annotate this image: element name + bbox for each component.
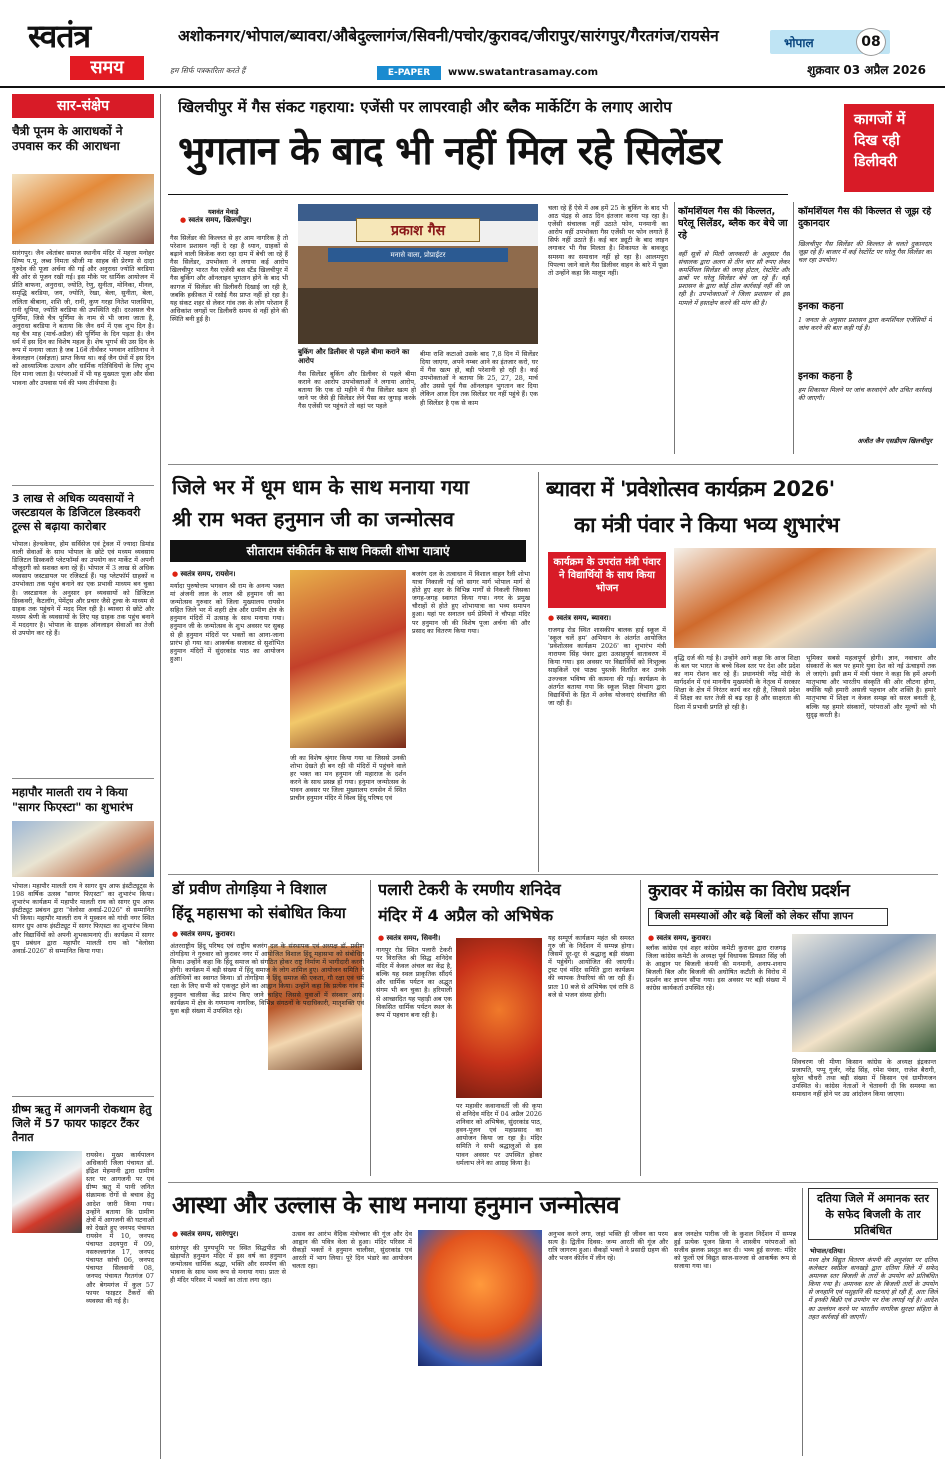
lead-photo-caption: बुकिंग और डिलीवर से पहले बीमा कराने का आरोप [298, 348, 410, 365]
lead-photo-sign: प्रकाश गैस [356, 218, 480, 242]
lead-kicker: खिलचीपुर में गैस संकट गहराया: एजेंसी पर लापरवाही और ब्लैक मार्केटिंग के लगाए आरोप [178, 98, 672, 116]
togadia-byline [172, 930, 362, 939]
sidebar-story-4-title: ग्रीष्म ऋतु में आगजनी रोकथाम हेतु जिले में 57 फायर फाइटर टैंकर तैनात [12, 1103, 152, 1144]
aastha-divider [802, 1188, 803, 1456]
sidebar-rule-3 [12, 1096, 154, 1097]
byline-star-icon: ● [378, 934, 387, 942]
beawar-headline-2: का मंत्री पंवार ने किया भव्य शुभारंभ [574, 513, 839, 537]
aastha-col-2: उत्सव का आरंभ वैदिक मंत्रोच्चार की गूंज और देव आह्वान की पवित्र वेला से हुआ। मंदिर परिसर में सैकड़ों भक्तों ने हनुमान चालीसा, सुंदरकांड एवं आरती में भाग लिया। पूरे दिन भंडारे का आयोजन चलता रहा। [292, 1230, 412, 1271]
hanuman-byline [172, 570, 292, 579]
hanuman-col-3: बजरंग दल के तत्वाधान में विशाल वाहन रैली शोभा यात्रा निकाली गई जो सागर मार्ग भोपाल मार्ग से होते हुए शहर के विभिन्न मार्गों से निकली जिसका जगह-जगह स्वागत किया गया। नगर के प्रमुख चौराहों से होते हुए शोभायात्रा का भव्य समापन हुआ। यहां पर सनातन धर्म प्रेमियों ने चौपड़ा मंदिर पर हनुमान जी की विशेष पूजा अर्चना की और प्रसाद का वितरण किया गया। [412, 570, 530, 635]
sidebar-rule-1 [12, 485, 154, 486]
beawar-story [544, 470, 938, 870]
togadia-headline-2: हिंदू महासभा को संबोधित किया [172, 904, 346, 922]
lead-byline-name: यशवंत मेवाड़े [208, 208, 239, 216]
shanidev-byline-text: स्वतंत्र समय, सिवनी। [386, 934, 441, 942]
kurawar-subhead: बिजली समस्याओं और बढ़े बिलों को लेकर सौंपा ज्ञापन [648, 908, 888, 926]
sidebar-story-4-body: रायसेन। मुख्य कार्यपालन अधिकारी जिला पंचायत डॉ. इंद्रिश मेहमानी द्वारा ग्रामीण स्तर पर आगजनी पर एवं ग्रीष्म ऋतु में पानी जनित संक्रामक रोगों से बचाव हेतु आदेश जारी किया गया। उन्होंने बताया कि ग्रामीण क्षेत्रों में आगजनी की घटनाओं को देखते हुए जनपद पंचायत रायसेन में 10, जनपद पंचायत उदयपुरा में 09, नसरुल्लागंज 17, जनपद पंचायत सांची 06, जनपद पंचायत सिलवानी 08, जनपद पंचायत गैरतगंज 07 और बेगमगंज में कुल 57 फायर फाइटर टैंकरों की व्यवस्था की गई है। [86, 1151, 154, 1305]
byline-star-icon: ● [180, 216, 189, 224]
sidebar-divider [160, 94, 161, 1459]
sidebar-rule-2 [12, 778, 154, 779]
datia-story [806, 1186, 938, 1460]
shanidev-col-2: पर महावीर कवानावर्ती जी की कृपा से शनिदेव मंदिर में 04 अप्रैल 2026 शनिवार को अभिषेक, सुंदरकांड पाठ, हवन-पूजन एवं महाप्रसाद का आयोजन किया जा रहा है। मंदिर समिति ने सभी श्रद्धालुओं से इस पावन अवसर पर उपस्थित होकर धर्मलाभ लेने का आग्रह किया है। [456, 1102, 542, 1167]
byline-star-icon: ● [548, 614, 557, 622]
hanuman-banner: सीताराम संकीर्तन के साथ निकली शोभा यात्राएं [170, 540, 526, 562]
togadia-divider [370, 880, 371, 1176]
beawar-headline-1: ब्यावरा में 'प्रवेशोत्सव कार्यक्रम 2026' [546, 477, 835, 501]
datia-headline: दतिया जिले में अमानक स्तर के सफेद बिजली के तार प्रतिबंधित [808, 1188, 938, 1240]
byline-star-icon: ● [648, 934, 657, 942]
lead-col-1: गैस सिलेंडर की किल्लत से हर आम नागरिक है तो परेशान प्रशासन नहीं दे रहा है ध्यान, ग्राहकों से बढ़ाने वाली किकेंक करा रहा दाम में बेची जा रहे हैं गैस सिलेंडर, उपभोक्ता ने लगाया कई आरोप खिलचीपुर भारत गैस एजेंसी बस स्टैंड खिलचीपुर में गैस बुकिंग और ऑनलाइन भुगतान होने के बाद भी कागज में सिलेंडर की डिलीवरी दिखाई जा रही है, जबकि हकीकत में रसोई गैस प्राप्त नहीं हो रहा है। यह संकट शहर से लेकर गांव तक के लोग परेशान हैं अधिकांश जगहों पर डिलीवरी समय से नहीं होने की स्थिति बनी हुई है। [170, 234, 288, 323]
kurawar-col-1: ब्लॉक कांग्रेस एवं शहर कांग्रेस कमेटी कुरावर द्वारा राजगढ़ जिला कांग्रेस कमेटी के अध्यक्ष पूर्व विधायक प्रियव्रत सिंह जी के आह्वान पर बिजली कंपनी की मनमानी, अनाप-शनाप बिजली बिल और बिजली की अघोषित कटौती के विरोध में प्रदर्शन कर ज्ञापन सौंपा गया। इस अवसर पर बड़ी संख्या में कांग्रेस कार्यकर्ता उपस्थित रहे। [646, 944, 786, 993]
kurawar-photo [792, 934, 936, 1052]
lead-byline-loc: स्वतंत्र समय, खिलचीपुर। [188, 216, 252, 224]
sidebar-story-4-wrap [12, 1151, 154, 1337]
masthead [0, 0, 945, 90]
sidebar-story-3-photo [12, 821, 154, 877]
shanidev-divider [640, 880, 641, 1176]
lead-side-text-2: खिलचीपुर गैस सिलेंडर की किल्लत के चलते दुकानदार जूझ रहे हैं। बाजार में कई रेस्टोरेंट पर घरेलू गैस सिलेंडर का चल रहा उपयोग। [798, 240, 932, 265]
lead-col-2: गैस सिलेंडर बुकिंग और डिलीवर से पहले बीमा कराने का आरोप उपभोक्ताओं ने लगाया आरोप, बताया कि एक दो महीने में गैस सिलेंडर खत्म हो जाने पर जैसे ही सिलेंडर लेने पैसा का जुगाड़ करके गैस एजेंसी पर पहुंचते तो वहां पर पहले [298, 370, 416, 411]
mid-divider [538, 472, 539, 872]
aastha-byline-text: स्वतंत्र समय, सारंगपुर। [180, 1230, 239, 1238]
masthead-cities: अशोकनगर/भोपाल/ब्यावरा/औबेदुल्लागंज/सिवनी/पचोर/कुरावद/जीरापुर/सारंगपुर/गैरतगंज/रायसेन [178, 27, 719, 45]
section-rule-1 [168, 464, 938, 465]
hanuman-story [168, 470, 534, 870]
lead-side-heading-1: कॉमर्शियल गैस की किल्लत, घरेलू सिलेंडर, ब्लैक कर बेचे जा रहे [678, 206, 788, 241]
aastha-photo [418, 1230, 542, 1366]
datia-byline [810, 1246, 936, 1255]
hanuman-headline-1: जिले भर में धूम धाम के साथ मनाया गया [172, 475, 470, 499]
byline-star-icon: ● [172, 570, 181, 578]
beawar-byline [548, 614, 666, 623]
logo-top: स्वतंत्र [28, 17, 91, 55]
aastha-headline: आस्था और उल्लास के साथ मनाया हनुमान जन्मोत्सव [172, 1191, 620, 1219]
sidebar-story-2-body: भोपाल। हेल्थकेयर, होम सर्विसेज एवं ट्रेवल में ज्यादा डिमांड वाली सेवाओं के साथ भोपाल के छोटे एवं मध्यम व्यवसाय डिजिटल डिस्कवरी प्लेटफॉर्म्स का उपयोग कर मार्केट में अपनी मौजूदगी को सशक्त बना रहे हैं। भोपाल में 3 लाख से अधिक व्यवसाय जस्टडायल पर रजिस्टर्ड हैं। यह प्लेटफॉर्म ग्राहकों व उपभोक्ता तक पहुंच बनाने का एक प्रभावी माध्यम बन चुका है। जस्टडायल के अनुसार इन व्यवसायों को डिजिटल डिस्कवरी, कैटलॉग, पेमेंट्स और प्रचार जैसे टूल्स के माध्यम से ग्राहक तक पहुंचने में मदद मिल रही है। ब्यावरा से छोटे और मध्यम श्रेणी के व्यवसायों के लिए यह ग्राहक तक पहुंच बनाने में मददगार है। भोपाल के ग्राहक ऑनलाइन सेवाओं का तेजी से उपयोग कर रहे हैं। [12, 540, 154, 638]
hanuman-headline-2: श्री राम भक्त हनुमान जी का जन्मोत्सव [172, 507, 454, 531]
sidebar-story-2-title: 3 लाख से अधिक व्यवसायों ने जस्टडायल के डिजिटल डिस्कवरी टूल्स से बढ़ाया कारोबार [12, 492, 141, 533]
edition-name: भोपाल [784, 36, 814, 50]
shanidev-headline-1: पलारी टेकरी के रमणीय शनिदेव [378, 880, 561, 899]
sidebar-story-3-title: महापौर मालती राय ने किया "सागर फिएस्टा" का शुभारंभ [12, 785, 133, 814]
lead-side-heading-2: कॉमर्शियल गैस की किल्लत से जूझ रहे दुकानदार [798, 206, 932, 229]
aastha-col-3: अनुभव करने लगा, जहां भक्ति ही जीवन का परम सत्य है। द्वितीय दिवस: जन्म आरती की गूंज और रात्रि जागरण हुआ। सैकड़ों भक्तों ने प्रसादी ग्रहण की और भजन कीर्तन में लीन रहे। [548, 1230, 668, 1263]
kurawar-headline: कुरावर में कांग्रेस का विरोध प्रदर्शन [648, 881, 850, 901]
lead-byline [180, 216, 300, 225]
shanidev-photo [456, 938, 542, 1098]
lead-side-text-4: हम शिकायत मिलने पर जांच करवाएंगे और उचित कार्रवाई की जाएगी। [798, 386, 932, 403]
sidebar-story-1-body: सारंगपुर। जैन श्वेतांबर समाज स्थानीय मंदिर में महत्ता मनोहर शिष्य प.पू. लब्ध निमता श्रीजी मा साहब की प्रेरणा से दादा गुरुदेव की पूजा अर्चना की गई और अनुराधा ज्योति बरडिया की ओर से पूजन रखी गई। इस मौके पर धार्मिक आयोजन में प्रीति बाफना, अनुराधा, ज्योति, रेणु, सुनीता, मोनिका, मीनल, समृद्धि बरडिया, जय, ज्योति, रेखा, बेला, सुनीता, बेला, ललिता बीबाना, शशि जी, रानी, कुण गरहा नितेश पालसिया, रानी धूपिया, ज्योति बरडिया की उपस्थिति रही। दरअसल चैत्र पूर्णिमा, जिसे चैत्र पूर्णिमा के नाम से भी जाना जाता है, अनुराधा बरडिया ने बताया कि जैन धर्म में एक शुभ दिन है। यह चैत्र माह (मार्च-अप्रैल) की पूर्णिमा के दिन पड़ता है। जैन धर्म में इस दिन का विशेष महत्व है। शेष भूगर्भ की उस दिन के रूप में मनाया जाता है जब 16वें तीर्थंकर भगवान शांतिनाथ ने केवलज्ञान (सर्वज्ञता) प्राप्त किया था। कई जैन ग्रंथों में इस दिन को आध्यात्मिक उत्थान और धार्मिक गतिविधियों के लिए शुभ दिन माना जाता है। परंपराओं में भी यह मुख्यतः पूजा और सेवा भावना और उपवास पर्व की भव्य तीर्थयात्रा है। [12, 249, 154, 387]
logo-bottom: समय [70, 56, 144, 80]
lead-col-4: चला रहे हैं ऐसे में अब हमें 25 के बुकिंग के बाद भी आठ पंद्रह से आठ दिन इंतजार करना पड़ रहा है। एजेंसी संचालक नहीं उठाते फोन, मनमानी का आरोप वहीं उपभोक्ता गैस एजेंसी पर फोन लगाते हैं सिर्फ नहीं उठाते हैं। कई बार ड्यूटी के बाद लाइन लगाकर भी गैस मिलता है। शिकायत के बावजूद समस्या का समाधान नहीं हो रहा है। आलमपुरा पिपल्या जाने वाले गैस डिलीवर वाहन के बारे में पूछा तो उन्होंने कहा कि मालूम नहीं। [548, 204, 668, 277]
lead-side-text-3: 1 जनता के अनुसार प्रशासन द्वारा कमर्शियल एजेंसियों में जांच करने की बात कही गई है। [798, 316, 932, 333]
hanuman-col-1: मर्यादा पुरुषोत्तम भगवान श्री राम के अनन्य भक्त मां अंजनी लाल के लाल श्री हनुमान जी का जन्मोत्सव गुरुवार को जिला मुख्यालय रायसेन सहित जिले भर में शहरी क्षेत्र और ग्रामीण क्षेत्र के हनुमान मंदिरों में उत्साह के साथ मनाया गया। हनुमान जी के जन्मोत्सव के शुभ अवसर पर सुबह से ही हनुमान मंदिरों पर भक्तों का आना-जाना प्रारंभ हो गया था। आकर्षक सजावट से सुशोभित हनुमान मंदिरों में सुंदरकांड पाठ का आयोजन हुआ। [170, 582, 284, 663]
page-number: 08 [856, 28, 886, 56]
sidebar-header: सार-संक्षेप [12, 94, 154, 118]
lead-side-divider [793, 202, 794, 454]
togadia-headline-1: डॉ प्रवीण तोगड़िया ने विशाल [172, 880, 327, 898]
lead-side-signature: अजीत जैन एसडीएम खिलचीपुर [857, 437, 932, 445]
lead-side-box: कागजों में दिख रही डिलीवरी [844, 104, 934, 192]
sidebar-story-3-body: भोपाल। महापौर मालती राय ने सागर ग्रुप आफ इंस्टीट्यूट्स के 198 वार्षिक उत्सव "सागर फिएस्टा" का शुभारंभ किया। शुभारंभ कार्यक्रम में महापौर मालती राय को सागर ग्रुप आफ इंस्टीट्यूट प्रबंधन द्वारा "वेलोसा अवार्ड-2026" से सम्मानित भी किया। महापौर मालती राय ने मुस्कान को गांधी नगर स्थित सागर ग्रुप आफ इंस्टीट्यूट में सागर फिएस्टा का शुभारंभ किया और विद्यार्थियों को अपनी शुभकामनाएं दीं। कार्यक्रम में सागर ग्रुप प्रबंधन द्वारा महापौर मालती राय को "वेलोसा अवार्ड-2026" से सम्मानित किया गया। [12, 882, 154, 955]
aastha-story [168, 1186, 798, 1460]
section-rule-2 [168, 874, 938, 875]
hanuman-photo [290, 570, 406, 748]
lead-story [168, 94, 938, 459]
shanidev-col-1: नागपुर रोड स्थित पलारी टेकरी पर विराजित श्री सिद्ध शनिदेव मंदिर में केवल अंचल का केंद्र है, बल्कि यह स्थल प्राकृतिक सौंदर्य और धार्मिक पर्यटन का अद्भुत संगम भी बन चुका है। हरियाली से आच्छादित यह पहाड़ी अब एक विकसित धार्मिक पर्यटन स्थल के रूप में पहचान बना रही है। [376, 946, 452, 1019]
sidebar-story-1-photo [12, 174, 154, 244]
datia-body: मध्य क्षेत्र विद्युत वितरण कंपनी की अनुशंसा पर दतिया कलेक्टर स्वप्निल वानखड़े द्वारा दतिया जिले में सफेद अमानक स्तर बिजली के तारों के उपयोग को प्रतिबंधित किया गया है। अमानक स्तर के बिजली तारों के उपयोग से जनहानि एवं पशुहानि की घटनाएं हो रही हैं, अतः जिले में इनकी बिक्री एवं उपयोग पर रोक लगाई गई है। आदेश का उल्लंघन करने पर भारतीय नागरिक सुरक्षा संहिता के तहत कार्रवाई की जाएगी। [808, 1256, 938, 1321]
lead-col-divider [674, 202, 675, 454]
beawar-col-2: वृद्धि दर्ज की गई है। उन्होंने आगे कहा कि आज शिक्षा के बल पर भारत के बच्चे विश्व स्तर पर देश और प्रदेश का नाम रोशन कर रहे हैं। प्रधानमंत्री नरेंद्र मोदी के मार्गदर्शन में एवं माननीय मुख्यमंत्री के नेतृत्व में सरकार शिक्षा के क्षेत्र में निरंतर कार्य कर रही है, जिससे प्रदेश में शिक्षा का स्तर तेजी से बढ़ रहा है और साक्षरता की दिशा में प्रभावी प्रगति हो रही है। [674, 654, 800, 711]
lead-photo-sign-sub: मनासे वाला, प्रोप्राईटर [328, 248, 508, 262]
lead-col-3: बीमा राशि कटाओ उसके बाद 7,8 दिन में सिलेंडर दिया जाएगा, अपने नम्बर आने का इंतजार करो, घर में गैस खत्म हो, बड़ी परेशानी हो रही है। कई उपभोक्ताओं ने बताया कि 25, 27, 28, मार्च और उससे पूर्व गैस ऑनलाइन भुगतान कर दिया लेकिन आज दिन तक सिलेंडर घर नहीं पहुंचे हैं। एक ही सिलेंडर है एक से काम [420, 350, 538, 407]
hanuman-col-2: जी का विशेष श्रृंगार किया गया था जिससे उनकी शोभा देखते ही बन रही थी मंदिरों में पहुंचने वाले हर भक्त का मन हनुमान जी महाराज के दर्शन करने के साथ प्रसन्न हो गया। हनुमान जन्मोत्सव के पावन अवसर पर जिला मुख्यालय रायसेन में स्थित प्राचीन हनुमान मंदिर में विश्व हिंदू परिषद एवं [290, 754, 406, 803]
lead-headline-rule [168, 194, 788, 195]
byline-star-icon: ● [172, 1230, 181, 1238]
togadia-byline-text: स्वतंत्र समय, कुरावर। [180, 930, 235, 938]
masthead-tagline: हम सिर्फ पत्रकारिता करते हैं [170, 66, 246, 75]
aastha-col-4: ब्रज जनक्षेत्र पारीक जी के कुशल निर्देशन में सम्पन्न हुई प्रत्येक पूजन क्रिया ने शास्त्रीय परंपराओं को सजीव झलक प्रस्तुत कर दी। भव्य हुई सज्जा: मंदिर को फूलों एवं विद्युत साज-सज्जा से आकर्षक रूप से सजाया गया था। [674, 1230, 796, 1271]
togadia-body: अंतरराष्ट्रीय हिंदू परिषद एवं राष्ट्रीय बजरंग दल के संस्थापक एवं अध्यक्ष डॉ. प्रवीण तोगड़िया ने गुरुवार को कुरावर नगर में आयोजित विशाल हिंदू महासभा को संबोधित किया। उन्होंने कहा कि हिंदू समाज को संगठित होकर राष्ट्र निर्माण में भागीदारी करनी होगी। कार्यक्रम में बड़ी संख्या में हिंदू समाज के लोग शामिल हुए। आयोजन समिति ने अतिथियों का स्वागत किया। डॉ तोगड़िया ने हिंदू समाज की एकता, गौ रक्षा एवं धर्म रक्षा के लिए सभी को एकजुट होने का आह्वान किया। उन्होंने कहा कि प्रत्येक गांव में हनुमान चालीसा केंद्र प्रारंभ किए जाने चाहिए जिससे युवाओं में संस्कार आएं। कार्यक्रम में क्षेत्र के गणमान्य नागरिक, विभिन्न संगठनों के पदाधिकारी, मातृशक्ति एवं युवा बड़ी संख्या में उपस्थित रहे। [170, 942, 364, 1015]
lead-side-text-1: वहीं सूत्रों से मिली जानकारी के अनुसार गैस संचालक द्वारा अलग से तीन चार सौ रुपए लेकर कमर्शियल सिलेंडर की जगह होटल, रेस्टोरेंट और ढाबों पर घरेलू सिलेंडर बेचे जा रहे हैं। वहीं प्रशासन के द्वारा कोई ठोस कार्रवाई नहीं की जा रही है। उपभोक्ताओं ने जिला प्रशासन से इस मामले में हस्तक्षेप करने की मांग की है। [678, 250, 790, 307]
section-rule-3 [168, 1182, 938, 1183]
kurawar-story [644, 878, 938, 1178]
beawar-photo [674, 548, 936, 648]
beawar-byline-text: स्वतंत्र समय, ब्यावरा। [556, 614, 611, 622]
aastha-byline [172, 1230, 292, 1239]
aastha-col-1: सारंगपुर की पुण्यभूमि पर स्थित सिद्धपीठ श्री खेड़ापति हनुमान मंदिर में इस वर्ष का हनुमान जन्मोत्सव धार्मिक श्रद्धा, भक्ति और समर्पण की भावना के साथ भव्य रूप से मनाया गया। प्रातः से ही मंदिर परिसर में भक्तों का तांता लगा रहा। [170, 1244, 286, 1285]
lead-side-heading-3: इनका कहना [798, 301, 844, 312]
togadia-story [168, 878, 366, 1178]
shanidev-headline-2: मंदिर में 4 अप्रैल को अभिषेक [378, 906, 554, 925]
edition-badge [770, 30, 890, 54]
beawar-col-3: भूमिका सबसे महत्वपूर्ण होगी। ज्ञान, नवाचार और संस्कारों के बल पर हमारे युवा देश को नई ऊंचाइयों तक ले जाएंगे। इसी क्रम में मंत्री पंवार ने कहा कि हमें अपनी मातृभाषा और भारतीय संस्कृति की ओर लौटना होगा, क्योंकि यही हमारी असली पहचान और शक्ति है। हमारे मातृभाषा में शिक्षा न केवल समझ को सरल बनाती है, बल्कि यह हमारे संस्कारों, परंपराओं और मूल्यों को भी सुदृढ़ करती है। [806, 654, 936, 719]
byline-star-icon: ● [172, 930, 181, 938]
lead-side-heading-4: इनका कहना है [798, 371, 853, 382]
issue-date: शुक्रवार 03 अप्रैल 2026 [807, 63, 926, 77]
beawar-red-box: कार्यक्रम के उपरांत मंत्री पंवार ने विद्यार्थियों के साथ किया भोजन [548, 552, 666, 608]
masthead-rule [0, 86, 945, 88]
sidebar [12, 94, 154, 1459]
shanidev-story [374, 878, 636, 1178]
logo [28, 18, 148, 84]
kurawar-col-2: शिवचरण जी मीणा किसान कांग्रेस के अध्यक्ष इंद्रकान्त प्रजापति, पप्पू गुर्जर, नरेंद्र सिंह, रमेश पंवार, राजेश बैरागी, सुरेश चौधरी तथा बड़ी संख्या में किसान एवं ग्रामीणजन उपस्थित थे। कांग्रेस नेताओं ने चेतावनी दी कि समस्या का समाधान नहीं होने पर उग्र आंदोलन किया जाएगा। [792, 1058, 936, 1099]
epaper-label[interactable]: E-PAPER [377, 66, 441, 80]
sidebar-story-1-title: चैत्री पूनम के आराधकों ने उपवास कर की आराधना [12, 124, 123, 153]
lead-photo [298, 204, 538, 344]
lead-headline: भुगतान के बाद भी नहीं मिल रहे सिलेंडर [178, 129, 721, 174]
hanuman-byline-text: स्वतंत्र समय, रायसेन। [180, 570, 236, 578]
datia-byline-text: भोपाल/दतिया। [810, 1247, 846, 1255]
kurawar-byline-text: स्वतंत्र समय, कुरावर। [656, 934, 711, 942]
beawar-col-1: राजगढ़ रोड स्थित शासकीय बालक हाई स्कूल में 'स्कूल चलें हम' अभियान के अंतर्गत आयोजित 'प्रवेशोत्सव कार्यक्रम 2026' का शुभारंभ मंत्री नारायण सिंह पंवार द्वारा उत्साहपूर्ण वातावरण में किया गया। इस अवसर पर विद्यार्थियों को निःशुल्क साइकिलें एवं पाठ्य पुस्तकें वितरित कर उनके उज्ज्वल भविष्य की कामना की गई। कार्यक्रम के अंतर्गत बताया गया कि स्कूल शिक्षा विभाग द्वारा विद्यार्थियों के हित में अनेक योजनाएं संचालित की जा रही हैं। [548, 626, 666, 707]
shanidev-col-3: यह सम्पूर्ण कार्यक्रम महंत श्री समस्त गुरु जी के निर्देशन में सम्पन्न होगा। जिसमें दूर-दूर से श्रद्धालु बड़ी संख्या में पहुंचेंगे। आयोजित की जाएगी। ट्रस्ट एवं मंदिर समिति द्वारा कार्यक्रम की व्यापक तैयारियां की जा रही हैं। प्रातः 10 बजे से अभिषेक एवं रात्रि 8 बजे से भजन संध्या होगी। [548, 934, 634, 999]
kurawar-byline [648, 934, 788, 943]
website-link[interactable]: www.swatantrasamay.com [448, 67, 599, 78]
